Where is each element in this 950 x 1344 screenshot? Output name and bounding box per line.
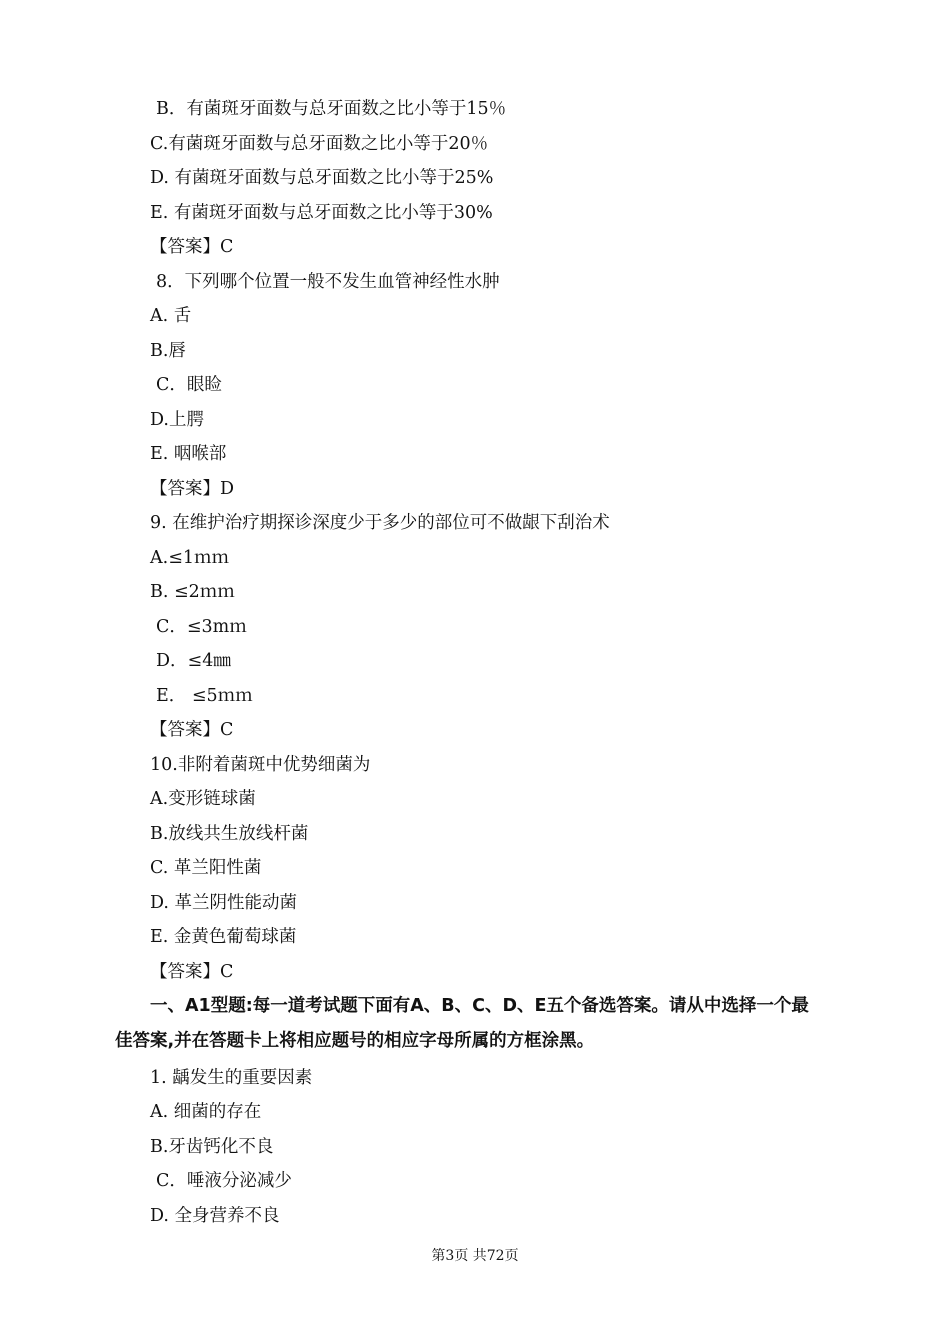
text-line: D.上腭 xyxy=(150,410,204,430)
text-line: B.放线共生放线杆菌 xyxy=(150,824,309,844)
answer-line: 【答案】C xyxy=(150,237,234,257)
text-line: B．有菌斑牙面数与总牙面数之比小等于15％ xyxy=(156,99,507,119)
text-line: C. 革兰阳性菌 xyxy=(150,858,262,878)
text-line: D. 有菌斑牙面数与总牙面数之比小等于25% xyxy=(150,168,494,188)
answer-line: 【答案】C xyxy=(150,962,234,982)
text-line: E. 有菌斑牙面数与总牙面数之比小等于30% xyxy=(150,203,493,223)
text-line: B. ≤2ｍｍ xyxy=(150,582,235,602)
text-line: C．唾液分泌减少 xyxy=(156,1171,292,1191)
text-line: C．≤3mｍ xyxy=(156,617,247,637)
question-line: 10.非附着菌斑中优势细菌为 xyxy=(150,755,371,775)
text-line: A.≤1ｍｍ xyxy=(150,548,229,568)
text-line: D. 革兰阴性能动菌 xyxy=(150,893,298,913)
question-line: 8．下列哪个位置一般不发生血管神经性水肿 xyxy=(156,272,500,292)
text-line: B.牙齿钙化不良 xyxy=(150,1137,274,1157)
text-line: D. 全身营养不良 xyxy=(150,1206,280,1226)
section-heading-line1: 一、A1型题:每一道考试题下面有A、B、C、D、E五个备选答案。请从中选择一个最 xyxy=(150,996,809,1016)
text-line: A. 细菌的存在 xyxy=(150,1102,262,1122)
question-line: 1. 龋发生的重要因素 xyxy=(150,1068,313,1088)
text-line: E. 咽喉部 xyxy=(150,444,227,464)
text-line: D．≤4㎜ xyxy=(156,651,231,671)
text-line: C．眼睑 xyxy=(156,375,222,395)
text-line: A.变形链球菌 xyxy=(150,789,256,809)
text-line: B.唇 xyxy=(150,341,186,361)
text-line: E． ≤5ｍｍ xyxy=(156,686,253,706)
question-line: 9. 在维护治疗期探诊深度少于多少的部位可不做龈下刮治术 xyxy=(150,513,610,533)
text-line: E. 金黄色葡萄球菌 xyxy=(150,927,297,947)
text-line: C.有菌斑牙面数与总牙面数之比小等于20％ xyxy=(150,134,489,154)
answer-line: 【答案】C xyxy=(150,720,234,740)
section-heading-line2: 佳答案,并在答题卡上将相应题号的相应字母所属的方框涂黑。 xyxy=(115,1031,595,1051)
answer-line: 【答案】D xyxy=(150,479,235,499)
text-line: A. 舌 xyxy=(150,306,192,326)
page-footer: 第3页 共72页 xyxy=(431,1248,519,1264)
